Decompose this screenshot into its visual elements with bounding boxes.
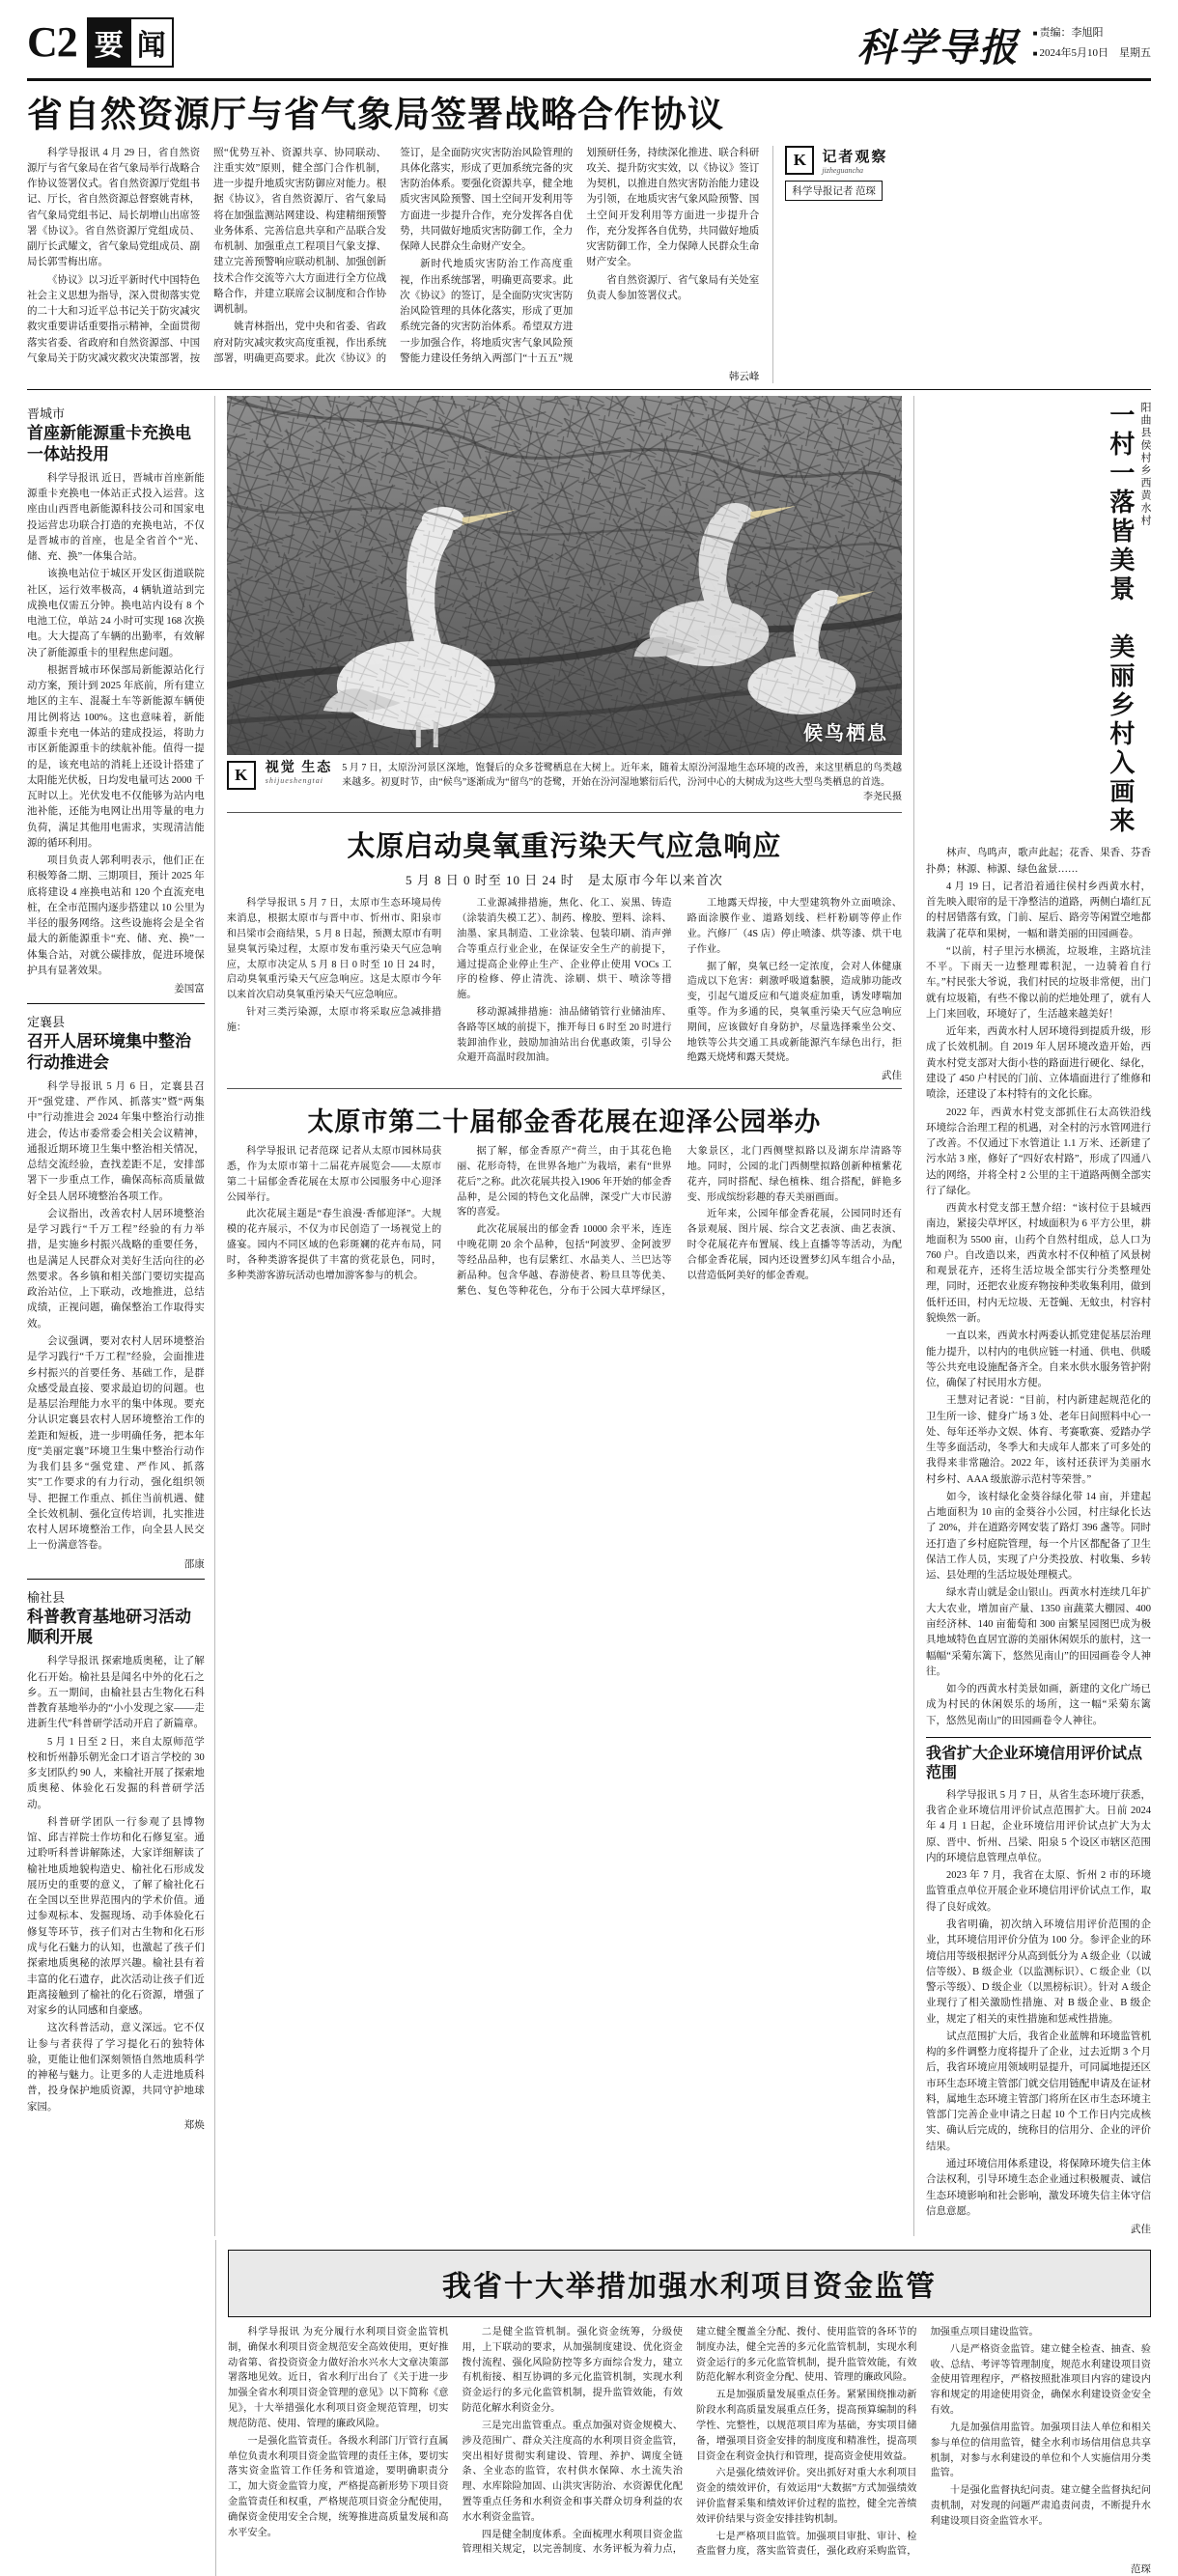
article-para: 六是强化绩效评价。突出抓好对重大水利项目资金的绩效评价，有效运用“大数据”方式加强绩效评价监督采集和绩效评价过程的监控，健全完善绩效评价结果与资金安排挂钩机制。 bbox=[696, 2468, 917, 2525]
bottom-area bbox=[27, 2240, 1151, 2576]
lead-para: 科学导报讯 4 月 29 日，省自然资源厅与省气象局在省气象局举行战略合作协议签署仪式。省自然资源厅党组书记、厅长，省自然资源总督察姚青林，省气象局党组书记、局长胡增山出席签署《协议》。省自然资源厅党组成员、副厅长武耀文，省气象局党组成员、副局长郭雪梅出席。 bbox=[27, 147, 201, 268]
left-column bbox=[27, 396, 215, 2236]
article-para: 此次花展展出的郁金香 10000 余平米，连连中晚花期 20 余个品种，包括“阿波罗、金阿波罗等经品品种，也有层紫红、水晶美人、兰巴达等新品种。包含华越、春游使者、粉旦旦等优美、紫色、复色等种花色，分布于公园大草坪绿区，大象景区，北门西侧壁拟路以及湖东岸清路等地。同时，公园的北门西侧壁拟路创新种植紫花花卉，同时搭配、绿色植株、组合搭配，鲜艳多变、形成缤纷彩趣的春天美丽画面。 bbox=[457, 1146, 902, 1297]
lead-article bbox=[27, 146, 773, 384]
article-sign: 邵康 bbox=[183, 1558, 205, 1570]
article-para: 工地露天焊接，中大型建筑物外立面喷涂、路面涂膜作业、道路划线、栏杆粉刷等停止作业。汽修厂（4S 店）停止喷漆、烘等漆、烘干电子作业。 bbox=[687, 898, 902, 955]
page-number: C2 bbox=[27, 18, 77, 66]
article-para: 科学导报讯 5 月 7 日，太原市生态环境局传来消息，根据太原市与晋中市、忻州市、阳泉市和吕梁市会商结果，5 月 8 日起，预测太原市有明显臭氧污染过程，太原市发布重污染天气应急响应，太原市决定从 5 月 8 日 0 时至 10 日 24 时，启动臭氧重污染天气应急响应。这是太原市今年以来首次启动臭氧重污染天气应急响应。 bbox=[226, 898, 442, 1001]
left-article-3 bbox=[27, 1587, 205, 2132]
article-para: 科学导报讯 探索地质奥秘，让了解化石开始。榆社县是闻名中外的化石之乡。五一期间，由榆社县古生物化石科普教育基地举办的“小小发现之家——走进新生代”科普研学活动开启了新篇章。 bbox=[27, 1656, 205, 1730]
banner-sign: 范琛 bbox=[1131, 2564, 1151, 2576]
observer-head bbox=[785, 146, 1151, 175]
article-para: 绿水青山就是金山银山。西黄水村连续几年扩大大农业，增加亩产量、1350 亩蔬菜大棚园、400 亩经济林、140 亩葡萄和 300 亩繁星园图巴成为极具地域特色直居宜游的美丽休闲娱乐的旅村，这一幅幅“采菊东篱下，悠然见南山”的田园画卷令人神往。 bbox=[926, 1587, 1151, 1677]
k-logo-icon: K bbox=[227, 761, 256, 790]
article-para: 王慧对记者说：“目前，村内新建起规范化的卫生所一诊、健身广场 3 处、老年日间照料中心一处、每年还举办文娱、体育、考赛歌赛、爱踏办学生等多面活动，冬季大和夫成年人都来了可多处的我得来非常融洽。2022 年，该村还获评为美丽水村乡村、AAA 级旅游示范村等荣誉。” bbox=[926, 1395, 1151, 1485]
article-title: 科普教育基地研习活动顺利开展 bbox=[27, 1607, 191, 1647]
left-article-1 bbox=[27, 404, 205, 995]
article-para: 一是强化监管责任。各级水利部门厅管行直属单位负责水利项目资金监管理的责任主体，要切实落实资金监管工作任务和管道途，要明确职责分工，加大资金监管力度，严格提高新形势下项目资金监管责任和权重，严格规范项目资金分配使用，确保资金使用安全合规，统筹推进高质量发展和高水平安全。 bbox=[228, 2435, 449, 2538]
right-article2-sign: 武佳 bbox=[1131, 2225, 1151, 2236]
article-para: 二是健全监管机制。强化资金统筹，分级使用，上下联动的要求，从加强制度建设、优化资金拨付流程、强化风险防控等多方面综合发力，建立有机衔接、相互协调的多元化监管机制，实现水利资金运行的多元化监管机制，提升监管效能，有效防范化解水利资金分。 bbox=[462, 2327, 683, 2415]
article-para: 这次科普活动，意义深远。它不仅让参与者获得了学习提化石的独特体验，更能让他们深刻领悟自然地质科学的神秘与魅力。让更多的人走进地质科普，投身保护地质资源，共同守护地球家园。 bbox=[27, 2023, 205, 2113]
banner-body bbox=[228, 2325, 1151, 2560]
article-para: 试点范围扩大后，我省企业蓝牌和环境监管机构的多件调整力度将提升了企业，过去近期 3 个月后，我省环境应用领域明显提升，可同属地提还区市环生态环境主管部门就交信用链配申请及在证材料，属地生态环境主管部门将所在区市生态环境主管部门完善企业申请之日起 10 个工作日内完成核实、确认后完成的，统称目的信用分、企业的评价结果。 bbox=[926, 2030, 1151, 2152]
observer-pinyin: jizheguancha bbox=[822, 165, 863, 175]
lead-body bbox=[27, 146, 759, 368]
lead-para: 省自然资源厅、省气象局有关处室负责人参加签署仪式。 bbox=[586, 274, 760, 301]
article-para: “以前，村子里污水横流，垃圾堆，主路坑洼不平。下雨天一边整理霉积泥，一边骑着自行车。”村民张大爷说，我们村民的垃圾非常便，出门就有垃圾箱，有些不像以前的烂地处理了，就有人上门来回收，环境好了，生活越来越美好！ bbox=[926, 945, 1151, 1020]
heron-photo bbox=[227, 396, 902, 755]
article-para: 七是严格项目监管。加强项目审批、审计、检查监督力度，落实监管责任，强化政府采购监管，加强重点项目建设监管。 bbox=[696, 2327, 1039, 2558]
mid-article1-title: 太原启动臭氧重污染天气应急响应 bbox=[347, 829, 782, 863]
article-para: 移动源减排措施：油品储销管行业储油库、各路等区域的前提下，推开每日 6 时至 20 时进行装卸油作业，鼓励加油站出台优惠政策，引导公众避开高温时段加油。 bbox=[457, 1006, 672, 1064]
middle-column bbox=[215, 396, 913, 2236]
article-para: 2022 年，西黄水村党支部抓住石太高铁沿线环境综合治理工程的机遇，对全村的污水管网进行了改善。不仅通过下水管道让 1.1 万米、还新建了污水站 3 座，修好了“四好农村路”，形成了四通八达的网络，并将全村 2 公里的主干道路两侧全部实行了绿化。 bbox=[926, 1106, 1151, 1196]
mid-article2-body bbox=[227, 1144, 902, 1299]
article-para: 五是加强质量发展重点任务。紧紧围绕推动新阶段水利高质量发展重点任务，提高预算编制的科学性、完整性，以规范项目库为基础，夯实项目储备，增强项目资金安排的制度度和精准性，提高项目资金在利资金执行和管理，提高资金使用效益。 bbox=[696, 2390, 917, 2462]
lead-para: 《协议》以习近平新时代中国特色社会主义思想为指导，深入贯彻落实党的二十大和习近平总书记关于防灾减灾救灾重要讲话重要指示精神，全面贯彻落实省委、省政府和自然资源部、中国气象局关于防灾减灾救灾决策部署，按照“优势互补、资源共享、协同联动、注重实效”原则，健全部门合作机制，进一步提升地质灾害防御应对能力。根据《协议》，省自然资源厅、省气象局将在加强监测站网建设、构建精细预警业务体系、完善信息共享和产品联合发布机制、加强重点工程项目气象支撑、建立完善预警响应联动机制、加强创新技术合作交流等六大方面进行全方位战略合作，并建立联席会议制度和合作协调机制。 bbox=[27, 147, 387, 364]
city-label: 榆社县 bbox=[27, 1589, 66, 1605]
article-para: 八是严格资金监管。建立健全检查、抽查、验收、总结、考评等管理制度，规范水利建设项目资金使用管理程序，严格按照批准项目内容的建设内容和规定的用途使用资金，确保水利建设资金安全有效。 bbox=[930, 2343, 1151, 2417]
article-para: 科学导报讯 近日，晋城市首座新能源重卡充换电一体站正式投入运营。这座由山西晋电新能源科技公司和国家电投运营忠功联合打造的充换电站，不仅是晋城市的首座，也是全省首个“光、储、充、换”一体集合站。 bbox=[27, 472, 205, 563]
photo-caption-row bbox=[227, 761, 902, 804]
observer-title: 记者观察 bbox=[822, 149, 888, 165]
lead-para: 姚青林指出，党中央和省委、省政府对防灾减灾救灾高度重视，作出系统部署，明确更高要求。此次《协议》的签订，是全面防灾灾害防治风险管理的具体化落实，形成了更加系统完备的灾害防治体系。要强化资源共享，健全地质灾害风险预警、国土空间开发利用等方面进一步提升合作，充分发挥各自优势，共同做好地质灾害防御工作，全力保障人民群众生命财产安全。 bbox=[213, 147, 574, 364]
main-grid bbox=[27, 396, 1151, 2236]
banner-article bbox=[216, 2240, 1151, 2576]
article-para: 十是强化监督执纪问责。建立健全监督执纪问责机制，对发现的问题严肃追责问责，不断提升水利建设项目资金监管水平。 bbox=[930, 2485, 1151, 2527]
mid-article1-sign: 武佳 bbox=[882, 1071, 902, 1082]
article-para: 四是健全制度体系。全面梳理水利项目资金监管理相关规定，以完善制度、水务评板为着力点，建立健全覆盖全分配、拨付、使用监管的各环节的制度办法，健全完善的多元化监管机制，实现水利资金运行的多元化监管机制，提升监管效能，有效防范化解水利资金分配、使用、管理的廉政风险。 bbox=[462, 2327, 917, 2556]
article-para: 据了解，郁金香原产“荷兰，由于其花色艳丽、花形奇特，在世界各地广为栽培，素有“世界花后”之称。此次花展共投入1906 年开始的郁金香品种，是公园的特色文化品牌，深受广大市民游客的喜爱。 bbox=[457, 1146, 672, 1218]
article-para: 会议指出，改善农村人居环境整治是学习践行“千万工程”经验的有力举措，是实施乡村振兴战略的重要任务，也是满足人民群众对美好生活向往的必然要求。各乡镇和相关部门要切实提高政治站位，上下联动，改地推进，总结成绩，正视问题，确保整治工作取得实效。 bbox=[27, 1208, 205, 1330]
masthead-right bbox=[857, 17, 1151, 72]
article-para: 近年来，公园年郁金香花展，公园同时还有各景观展、图片展、综合文艺表演、曲艺表演、时令花展花卉布置展、线上直播等等活动，为配合郁金香花展，园内还设置梦幻风车组合小品，以营造低阿美好的郁金香观。 bbox=[687, 1209, 902, 1281]
article-para: 如今，该村绿化金葵谷绿化带 14 亩，并建起占地面积为 10 亩的金葵谷小公园，村庄绿化长达了 20%，并在道路旁网安装了路灯 396 盏等。同时还打造了乡村庭院管理，每一个片区都配备了卫生保洁工作人员，实现了户分类投放、村收集、乡转运、县处理的生活垃圾处理模式。 bbox=[926, 1491, 1151, 1582]
city-label: 晋城市 bbox=[27, 406, 66, 422]
mid-article1-body bbox=[227, 896, 902, 1066]
article-para: 根据晋城市环保部局新能源站化行动方案，预计到 2025 年底前，所有建立地区的主车、混凝土车等新能源车辆使用比例将达 100%。这也意味着，新能源重卡充电一体站的建成投运，将助力市区新能源重卡的续航补能。值得一提的是，该充电站的消耗上还设计搭建了太阳能光伏板，日均发电量可达 2000 千瓦时以上。光伏发电不仅能够为站内电池补能，还能为电网让出用等量的电力负荷，满足其他用电需求，实现清洁能源的循环利用。 bbox=[27, 664, 205, 849]
visual-eco-pinyin: shijueshengtai bbox=[265, 775, 323, 785]
article-sign: 姜国富 bbox=[174, 984, 205, 995]
observer-header-col bbox=[773, 146, 1151, 384]
article-para: 项目负责人郭利明表示，他们正在积极筹备二期、三期项目，预计 2025 年底将建设 4 座换电站和 120 个直流充电桩，在全市范围内逐步搭建以 10 公里为半径的服务网络。这些设施将会是全省最大的新能源重卡“充、储、充、换”一体集合站，对就公碳排放，促进环境保护具有显著效果。 bbox=[27, 855, 205, 976]
photo-caption-text bbox=[342, 761, 902, 804]
article-para: 科学导报讯 记者范琛 记者从太原市园林局获悉，作为太原市第十二届花卉展览会——太原市第二十届郁金香花展在太原市公园服务中心迎泽公园举行。 bbox=[226, 1146, 442, 1203]
article-para: 科学导报讯 5 月 7 日，从省生态环境厅获悉，我省企业环境信用评价试点范围扩大。日前 2024 年 4 月 1 日起，企业环境信用评价试点扩大为太原、晋中、忻州、吕梁、阳泉 5 个设区市辖区范围内的环境信息管理点单位。 bbox=[926, 1789, 1151, 1863]
article-para: 针对三类污染源，太原市将采取应急减排措施： bbox=[226, 1006, 442, 1033]
editor-line: ■ 责编：李旭阳 bbox=[1033, 23, 1151, 43]
section-char-1: 要 bbox=[87, 17, 131, 68]
article-para: 三是完出监管重点。重点加强对资金规模大、涉及范围广、群众关注度高的水利项目资金监管，突出相好贯彻实利建设、管理、养护、调度全链条、全业态的监管，农村供水保障、水土流失治理、水库除险加固、山洪灾害防治、水资源优化配置等重点任务和水利资金和事关群众切身利益的农水水利资金监管。 bbox=[462, 2420, 683, 2523]
banner-box bbox=[228, 2250, 1151, 2317]
article-para: 科学导报讯 为充分履行水利项目资金监管机制，确保水利项目资金规范安全高效使用，更好推动省第、省投资资金力做好治水兴水大文章决策部署落地见效。近日，省水利厅出台了《关于进一步加强全省水利项目资金管理的意见》以下简称《意见》，十大举措强化水利项目资金规范管理，切实规范防范、使用、管理的廉政风险。 bbox=[228, 2327, 449, 2429]
photo-block bbox=[227, 396, 902, 804]
article-para: 会议强调，要对农村人居环境整治是学习践行“千万工程”经验，会面推进乡村振兴的首要任务、基础工作，是群众感受最直接、要求最迫切的问题。也是基层治理能力水平的集中体现。要充分认识定襄县农村人居环境整治工作的差距和短板，进一步明确任务，把本年度“美丽定襄”环境卫生集中整治行动作为我们县多“强党建、严作风、抓落实”工作要求的有力行动，强化组织领导、把握工作重点、抓住当前机遇、健全长效机制、强化宣传培训，扎实推进农村人居环境整治工作，向全县人民交上一份满意答卷。 bbox=[27, 1336, 205, 1552]
article-sign: 郑焕 bbox=[183, 2119, 205, 2131]
date-line: ■ 2024年5月10日 星期五 bbox=[1033, 43, 1151, 64]
banner-title: 我省十大举措加强水利项目资金监管 bbox=[442, 2270, 937, 2305]
mid-article2-title: 太原市第二十届郁金香花展在迎泽公园举办 bbox=[307, 1107, 822, 1138]
masthead bbox=[27, 17, 1151, 81]
article-para: 西黄水村党支部王慧介绍：“该村位于县城西南边，紧接尖草坪区，村域面积为 6 平方公里，耕地面积为 5500 亩，山药个自然村组成，总人口为 760 户。自改造以来，西黄水村不仅种植了风景树和观景花卉，还将生活垃圾全部实行分类整理处理，同时，还把农业废弃物按种类收集利用，做到低杆还田，村内无垃圾、无苍蝇、无蚊虫，村容村貌焕然一新。 bbox=[926, 1203, 1151, 1324]
city-label: 定襄县 bbox=[27, 1015, 66, 1030]
section-tag bbox=[87, 17, 174, 68]
article-para: 一直以来，西黄水村两委认抓党建促基层治理能力提升，以村内的电供应链一村通、供电、供暖等公共充电设施配备齐全。自来水供水服务管护附位，确保了村民用水方便。 bbox=[926, 1330, 1151, 1389]
bottom-left-spacer bbox=[27, 2240, 216, 2576]
visual-eco-cn: 视觉 生态 bbox=[265, 761, 333, 776]
article-para: 4 月 19 日，记者沿着通往侯村乡西黄水村，首先映入眼帘的是干净整洁的道路，两侧白墙红瓦的村居错落有致，门前、屋后、路旁等闲置空地都栽满了花草和果树，一幅和谐美丽的田园画卷。 bbox=[926, 881, 1151, 939]
lead-sign: 韩云峰 bbox=[728, 372, 760, 383]
paper-name: 科学导报 bbox=[856, 26, 1020, 70]
photo-overlay-caption: 候鸟栖息 bbox=[803, 723, 888, 745]
left-article-2 bbox=[27, 1012, 205, 1570]
observer-reporter: 科学导报记者 范琛 bbox=[785, 181, 883, 201]
article-para: 科普研学团队一行参观了县博物馆、邱吉祥院士作坊和化石修复室。通过聆听科普讲解陈述，大家详细解读了榆社地质地貌构造史、榆社化石形成发展历史的重要的意义，了解了榆社化石在全国以至世界范围内的学术价值。通过参观标本、发掘现场、动手体验化石修复等环节，孩子们对古生物和化石形成与化石魅力的认知，也激起了孩子们探索地质奥秘的浓厚兴趣。榆社县有着丰富的化石遗存，此次活动让孩子们近距离接触到了榆社的化石资源，增强了对家乡的认同感和自豪感。 bbox=[27, 1816, 205, 2017]
article-para: 此次花展主题是“春生浪漫·香郁迎泽”。大规模的花卉展示，不仅为市民创造了一场视觉上的盛宴。园内不同区域的色彩斑斓的花卉布局，同时，各种类游客提供了丰富的赏花景色，同时，多种类游客游玩活动也增加游客参与的机会。 bbox=[226, 1209, 442, 1281]
vertical-headline: 一村一落皆美景 美丽乡村入画来 bbox=[1105, 402, 1135, 837]
article-para: 如今的西黄水村美景如画，新建的文化广场已成为村民的休闲娱乐的场所，这一幅“采菊东篱下，悠然见南山”的田园画卷令人神往。 bbox=[926, 1684, 1151, 1726]
article-para: 我省明确，初次纳入环境信用评价范围的企业，其环境信用评价分值为 100 分。参评企业的环境信用等级根据评分从高到低分为 A 级企业（以诚信等级）、B 级企业（以监测标识）、C 级企业（以警示等级）、D 级企业（以黑榜标识）。针对 A 级企业现行了相关激励性措施、对 B 级企业、B 级企业，规定了相关的束性措施和惩戒性措施。 bbox=[926, 1919, 1151, 2025]
article-title: 召开人居环境集中整治行动推进会 bbox=[27, 1032, 191, 1073]
section-char-2: 闻 bbox=[131, 17, 174, 68]
article-para: 通过环境信用体系建设，将保障环境失信主体合法权利，引导环境生态企业通过积极履责、诚信生态环境影响和社会影响，激发环境失信主体守信信息意愿。 bbox=[926, 2158, 1151, 2217]
article-para: 2023 年 7 月，我省在太原、忻州 2 市的环境监管重点单位开展企业环境信用评价试点工作，取得了良好成效。 bbox=[926, 1870, 1151, 1913]
article-para: 该换电站位于城区开发区街道联院社区，运行效率极高，4 辆轨道站到完成换电仅需五分钟。换电站内设有 8 个电池工位，单站 24 小时可实现 168 次换电。大大提高了车辆的出勤率，有效解决了新能源重卡的里程焦虑问题。 bbox=[27, 569, 205, 658]
article-title: 首座新能源重卡充换电一体站投用 bbox=[27, 424, 191, 464]
masthead-left bbox=[27, 17, 174, 68]
k-logo-icon: K bbox=[785, 146, 814, 175]
article-para: 据了解，臭氧已经一定浓度，会对人体健康造成以下危害：刺激呼吸道黏膜，造成肺功能改变，引起气道反应和气道炎症加重，诱发哮喘加重等。作为多通的民，臭氧重污染天气应急响应期间，应该做好自身防护，尽量选择乘坐公交、地铁等公共交通工具或新能源汽车绿色出行，拒绝露天烧烤和露天焚烧。 bbox=[687, 961, 902, 1064]
mid-article1-subtitle: 5 月 8 日 0 时至 10 日 24 时 是太原市今年以来首次 bbox=[405, 873, 723, 888]
photo-caption-body: 5 月 7 日，太原汾河景区深地，饱餐后的众多苍鹭栖息在大树上。近年来，随着太原汾河湿地生态环境的改善，来这里栖息的鸟类越来越多。初夏时节，由“候鸟”逐渐成为“留鸟”的苍鹭，开始在汾河湿地繁衍后代，汾河中心的大树成为这些大型鸟类栖息的首选。 bbox=[342, 763, 902, 789]
vertical-headline-block bbox=[926, 402, 1151, 836]
article-para: 工业源减排措施，焦化、化工、炭黑、铸造（涂装消失模工艺）、制药、橡胶、塑料、涂料、油墨、家具制造、工业涂装、包装印刷、消声弹合等重点行业企业，在保证安全生产的前提下，通过提高企业停止生产、企业停止使用 VOCs 工序的检修、停止清洗、涂刷、烘干、喷涂等措施。 bbox=[457, 898, 672, 1001]
article-para: 近年来，西黄水村人居环境得到提质升级，形成了长效机制。自 2019 年人居环境改造开始，西黄水村党支部对大街小巷的路面进行硬化、绿化，建设了 450 户村民的门前、立体墙面进行了维修和喷涂，还建设了本村特有的文化长廊。 bbox=[926, 1026, 1151, 1101]
vertical-subhead: 阳曲县侯村乡西黄水村 bbox=[1139, 402, 1151, 528]
masthead-meta bbox=[1033, 17, 1151, 64]
right-article2-title: 我省扩大企业环境信用评价试点范围 bbox=[926, 1743, 1143, 1781]
article-para: 科学导报讯 5 月 6 日，定襄县召开“强党建、严作风、抓落实”暨“两集中”行动推进会 2024 年集中整治行动推进会，传达市委常委会相关会议精神，通报近期环境卫生集中整治相关情况，总结交流经验，查找差距不足，安排部署下一步重点工作，确保高标高质量做好全县人居环境整治各项工作。 bbox=[27, 1080, 205, 1202]
article-para: 九是加强信用监管。加强项目法人单位和相关参与单位的信用监管，健全水利市场信用信息共享机制，对参与水利建设的单位和个人实施信用分类监管。 bbox=[930, 2422, 1151, 2479]
visual-eco-label bbox=[266, 761, 333, 784]
article-para: 5 月 1 日至 2 日，来自太原师范学校和忻州静乐朝光金口才语言学校的 30 多支团队约 90 人，来榆社开展了探索地质奥秘、体验化石发掘的科普研学活动。 bbox=[27, 1736, 205, 1810]
right-column bbox=[913, 396, 1151, 2236]
article-para: 林声、鸟鸣声，歌声此起；花香、果香、芬香扑鼻；林源、柿源、绿色盆景…… bbox=[926, 848, 1151, 875]
photo-caption-sign: 李尧民摄 bbox=[863, 792, 902, 803]
top-grid bbox=[27, 146, 1151, 384]
lead-para: 新时代地质灾害防治工作高度重视，作出系统部署，明确更高要求。此次《协议》的签订，是全面防灾灾害防治风险管理的具体化落实，形成了更加系统完备的灾害防治体系。希望双方进一步加强合作，将地质灾害气象风险预警能力建设任务纳入两部门“十五五”规划预研任务，持续深化推进、联合科研攻关、提升防灾实效，以《协议》签订为契机，以推进自然灾害防治能力建设为引领，在地质灾害气象风险预警、国土空间开发利用等方面进一步提升合作，充分发挥各自优势，共同做好地质灾害防御工作，全力保障人民群众生命财产安全。 bbox=[400, 147, 760, 364]
lead-headline: 省自然资源厅与省气象局签署战略合作协议 bbox=[27, 94, 724, 135]
